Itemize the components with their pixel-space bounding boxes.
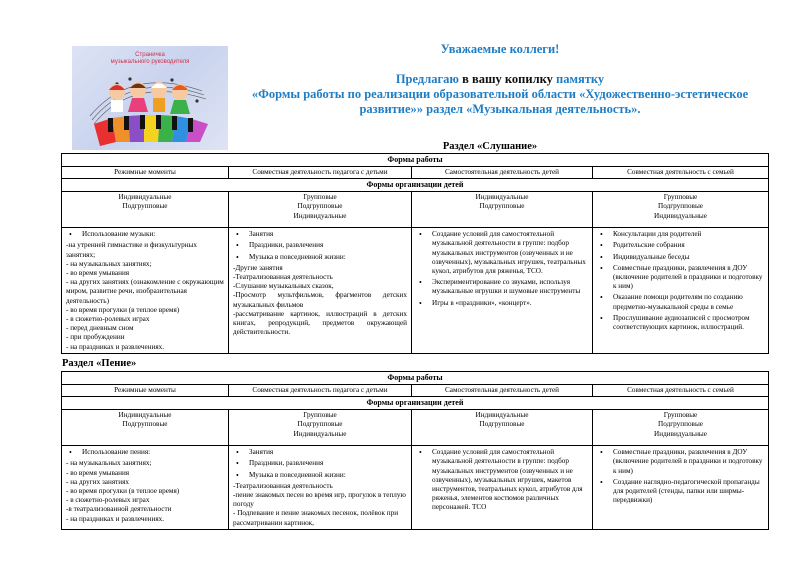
forms-header: Формы работы <box>62 154 769 167</box>
sub-list <box>66 459 224 523</box>
list-item: - на музыкальных занятиях; <box>66 459 152 468</box>
offer-text-3: памятку <box>556 72 605 86</box>
joint-activity-cell <box>229 446 412 530</box>
list-item: • Совместные праздники, развлечения в ДОУ (включение родителей в праздники и подготовку к ним) <box>597 448 764 476</box>
regime-moments-cell <box>62 446 229 530</box>
org-form: Индивидуальные <box>118 193 172 202</box>
sub-list <box>66 241 224 351</box>
forms-header: Формы работы <box>62 372 769 385</box>
org-forms-cell <box>229 192 412 228</box>
list-item: • Родительские собрания <box>597 241 764 250</box>
org-forms-cell <box>593 192 769 228</box>
list-item: • Создание наглядно-педагогической пропаганды для родителей (стенды, папки или ширмы-передвижки) <box>597 478 764 506</box>
org-form: Индивидуальные <box>118 411 172 420</box>
family-activity-cell <box>593 446 769 530</box>
list-item: - перед дневным сном <box>66 324 134 333</box>
joint-activity-cell <box>229 228 412 354</box>
org-form: Подгрупповые <box>658 420 703 429</box>
list-item: -рассматривание картинок, иллюстраций в детских книгах, репродукций, предметов окружающей действительности. <box>233 309 407 337</box>
page-bottom-margin <box>0 547 800 566</box>
family-activity-cell <box>593 228 769 354</box>
org-form: Индивидуальные <box>475 193 529 202</box>
list-item: -Театрализованная деятельность <box>233 273 333 282</box>
column-header: Режимные моменты <box>62 167 229 179</box>
list-item: • Консультации для родителей <box>597 230 764 239</box>
offer-text-1: Предлагаю <box>395 72 459 86</box>
list-item: -Просмотр мультфильмов, фрагментов детских музыкальных фильмов <box>233 291 407 309</box>
list-item: • Совместные праздники, развлечения в ДОУ (включение родителей в праздники и подготовку к ним) <box>597 264 764 292</box>
regime-moments-cell <box>62 228 229 354</box>
org-form: Подгрупповые <box>297 202 343 211</box>
list-item: -Слушание музыкальных сказок, <box>233 282 334 291</box>
banner-title-line1: Страничка <box>135 52 165 58</box>
org-form: Подгрупповые <box>297 420 343 429</box>
org-form: Индивидуальные <box>475 411 529 420</box>
list-item: • Создание условий для самостоятельной музыкальной деятельности в группе: подбор музыкальных инструментов (озвученных и не озвученных), музыкальных игрушек, макетов инструментов, театральных кукол, атрибутов для ряженья, элементов костюмов различных персонажей. ТСО <box>416 448 588 512</box>
list-item: • Праздники, развлечения <box>233 459 407 468</box>
list-item: • Праздники, развлечения <box>233 241 407 250</box>
list-item: • Индивидуальные беседы <box>597 253 764 262</box>
org-forms-cell <box>412 410 593 446</box>
memo-title <box>250 72 750 117</box>
list-item: -Другие занятия <box>233 263 283 272</box>
org-forms-cell <box>593 410 769 446</box>
list-item: • Занятия <box>233 448 407 457</box>
section-title-listening: Раздел «Слушание» <box>442 141 538 152</box>
list-item: • Создание условий для самостоятельной музыкальной деятельности в группе: подбор музыкальных инструментов (озвученных и не озвученных), музыкальных игрушек, театральных кукол, атрибутов для ряженья, ТСО. <box>416 230 588 276</box>
list-item: • Прослушивание аудиозаписей с просмотром соответствующих картинок, иллюстраций. <box>597 314 764 332</box>
org-header: Формы организации детей <box>62 179 769 192</box>
org-forms-cell <box>229 410 412 446</box>
listening-table <box>61 153 769 354</box>
section-title-singing: Раздел «Пение» <box>62 358 137 369</box>
list-item: -Театрализованная деятельность <box>233 481 333 490</box>
list-item: - в сюжетно-ролевых играх <box>66 496 150 505</box>
list-item: - в сюжетно-ролевых играх <box>66 315 150 324</box>
list-item: • Использование музыки: <box>66 230 224 239</box>
org-form: Индивидуальные <box>654 429 707 438</box>
org-header: Формы организации детей <box>62 397 769 410</box>
list-item: - во время умывания <box>66 269 130 278</box>
org-form: Подгрупповые <box>658 202 703 211</box>
org-forms-cell <box>412 192 593 228</box>
list-item: -в театрализованной деятельности <box>66 505 172 514</box>
list-item: - во время умывания <box>66 468 130 477</box>
org-form: Подгрупповые <box>122 420 168 429</box>
org-forms-cell <box>62 410 229 446</box>
column-header: Совместная деятельность педагога с детьми <box>229 385 412 397</box>
children-piano-illustration <box>72 46 228 150</box>
list-item: - на праздниках и развлечениях. <box>66 342 165 351</box>
memo-subtitle: «Формы работы по реализации образовательной области «Художественно-эстетическое развитие»» раздел «Музыкальная деятельность». <box>251 87 749 116</box>
column-header: Самостоятельная деятельность детей <box>412 385 593 397</box>
column-header: Режимные моменты <box>62 385 229 397</box>
list-item: - во время прогулки (в теплое время) <box>66 305 180 314</box>
org-form: Подгрупповые <box>479 202 525 211</box>
sub-list <box>233 264 407 338</box>
list-item: - при пробуждении <box>66 333 125 342</box>
independent-activity-cell <box>412 446 593 530</box>
list-item: - Подпевание и пение знакомых песенок, полёвок при рассматривании картинок, <box>233 509 399 527</box>
list-item: - на праздниках и развлечениях. <box>66 514 165 523</box>
offer-text-2: в вашу копилку <box>458 72 556 86</box>
org-form: Групповые <box>303 411 337 420</box>
list-item: - на музыкальных занятиях; <box>66 259 152 268</box>
list-item: • Занятия <box>233 230 407 239</box>
org-form: Подгрупповые <box>122 202 168 211</box>
independent-activity-cell <box>412 228 593 354</box>
column-header: Совместная деятельность с семьей <box>593 385 769 397</box>
list-item: - на других занятиях (ознакомление с окружающим миром, развитие речи, изобразительная деятельность) <box>66 278 224 305</box>
org-form: Индивидуальные <box>293 211 347 220</box>
org-form: Индивидуальные <box>293 429 347 438</box>
list-item: -пение знакомых песен во время игр, прогулок в теплую погоду <box>233 491 406 509</box>
org-form: Подгрупповые <box>479 420 525 429</box>
singing-table <box>61 371 769 530</box>
sub-list <box>233 482 407 528</box>
org-form: Групповые <box>663 193 698 202</box>
list-item: • Экспериментирование со звуками, используя музыкальные игрушки и шумовые инструменты <box>416 278 588 296</box>
list-item: - на других занятиях <box>66 477 130 486</box>
org-forms-cell <box>62 192 229 228</box>
column-header: Совместная деятельность педагога с детьми <box>229 167 412 179</box>
list-item: • Музыка в повседневной жизни: <box>233 253 407 262</box>
list-item: • Оказание помощи родителям по созданию предметно-музыкальной среды в семье <box>597 293 764 311</box>
column-header: Совместная деятельность с семьей <box>593 167 769 179</box>
org-form: Групповые <box>663 411 698 420</box>
list-item: • Использование пения: <box>66 448 224 457</box>
org-form: Групповые <box>303 193 337 202</box>
column-header: Самостоятельная деятельность детей <box>412 167 593 179</box>
org-form: Индивидуальные <box>654 211 707 220</box>
list-item: • Музыка в повседневной жизни: <box>233 471 407 480</box>
list-item: - во время прогулки (в теплое время) <box>66 487 180 496</box>
banner-title-line2: музыкального руководителя <box>110 59 190 65</box>
list-item: -на утренней гимнастике и физкультурных занятиях; <box>66 241 197 259</box>
banner-image <box>72 46 228 150</box>
greeting-heading: Уважаемые коллеги! <box>440 42 560 56</box>
list-item: • Игры в «праздники», «концерт». <box>416 299 588 308</box>
